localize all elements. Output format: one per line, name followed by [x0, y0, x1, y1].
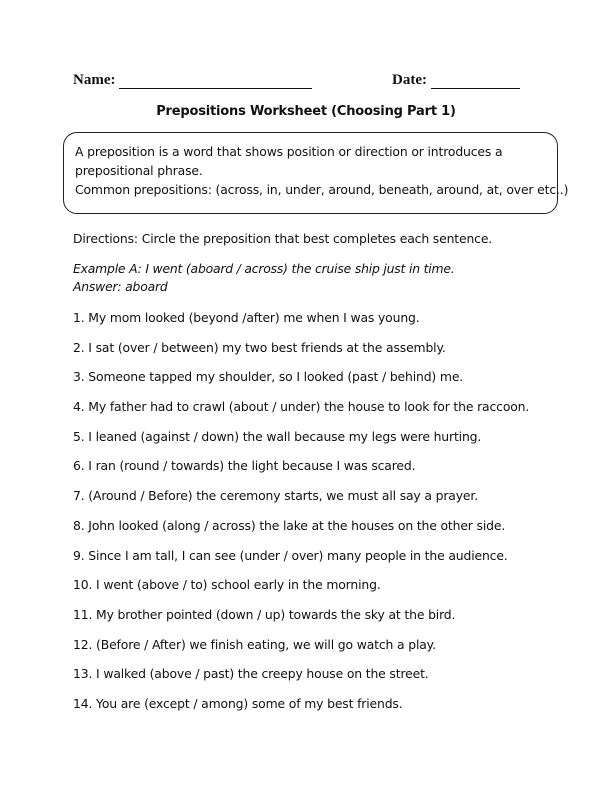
question-item[interactable]: 7. (Around / Before) the ceremony starts, we must all say a prayer.: [73, 488, 478, 504]
example-answer: Answer: aboard: [73, 279, 168, 294]
name-label: Name:: [73, 72, 116, 88]
question-item[interactable]: 2. I sat (over / between) my two best friends at the assembly.: [73, 339, 446, 355]
definition-box: [63, 132, 569, 214]
question-item[interactable]: 14. You are (except / among) some of my best friends.: [73, 695, 403, 711]
question-item[interactable]: 3. Someone tapped my shoulder, so I looked (past / behind) me.: [73, 369, 464, 385]
directions-text: Directions: Circle the preposition that best completes each sentence.: [73, 231, 493, 246]
question-item[interactable]: 1. My mom looked (beyond /after) me when I was young.: [73, 310, 420, 325]
example-block: [73, 260, 455, 296]
date-label: Date:: [392, 72, 427, 88]
date-blank-line[interactable]: [431, 74, 520, 89]
question-item[interactable]: 13. I walked (above / past) the creepy house on the street.: [73, 666, 429, 682]
question-item[interactable]: 9. Since I am tall, I can see (under / over) many people in the audience.: [73, 547, 508, 563]
worksheet-title: Prepositions Worksheet (Choosing Part 1): [156, 104, 456, 119]
definition-line-3: Common prepositions: (across, in, under, around, beneath, around, at, over etc..): [75, 182, 569, 197]
name-field-group: [73, 72, 312, 89]
question-list: [73, 310, 529, 726]
worksheet-header: [0, 72, 612, 92]
question-item[interactable]: 6. I ran (round / towards) the light because I was scared.: [73, 458, 416, 474]
question-item[interactable]: 4. My father had to crawl (about / under) the house to look for the raccoon.: [73, 399, 530, 415]
example-sentence: Example A: I went (aboard / across) the cruise ship just in time.: [73, 261, 455, 276]
question-item[interactable]: 10. I went (above / to) school early in the morning.: [73, 577, 381, 593]
date-field-group: [392, 72, 520, 89]
question-item[interactable]: 11. My brother pointed (down / up) towards the sky at the bird.: [73, 606, 456, 622]
name-blank-line[interactable]: [119, 74, 312, 89]
question-item[interactable]: 8. John looked (along / across) the lake at the houses on the other side.: [73, 517, 506, 533]
question-item[interactable]: 5. I leaned (against / down) the wall because my legs were hurting.: [73, 428, 482, 444]
definition-line-2: prepositional phrase.: [75, 163, 203, 178]
question-item[interactable]: 12. (Before / After) we finish eating, we will go watch a play.: [73, 636, 436, 652]
definition-line-1: A preposition is a word that shows position or direction or introduces a: [75, 144, 503, 159]
